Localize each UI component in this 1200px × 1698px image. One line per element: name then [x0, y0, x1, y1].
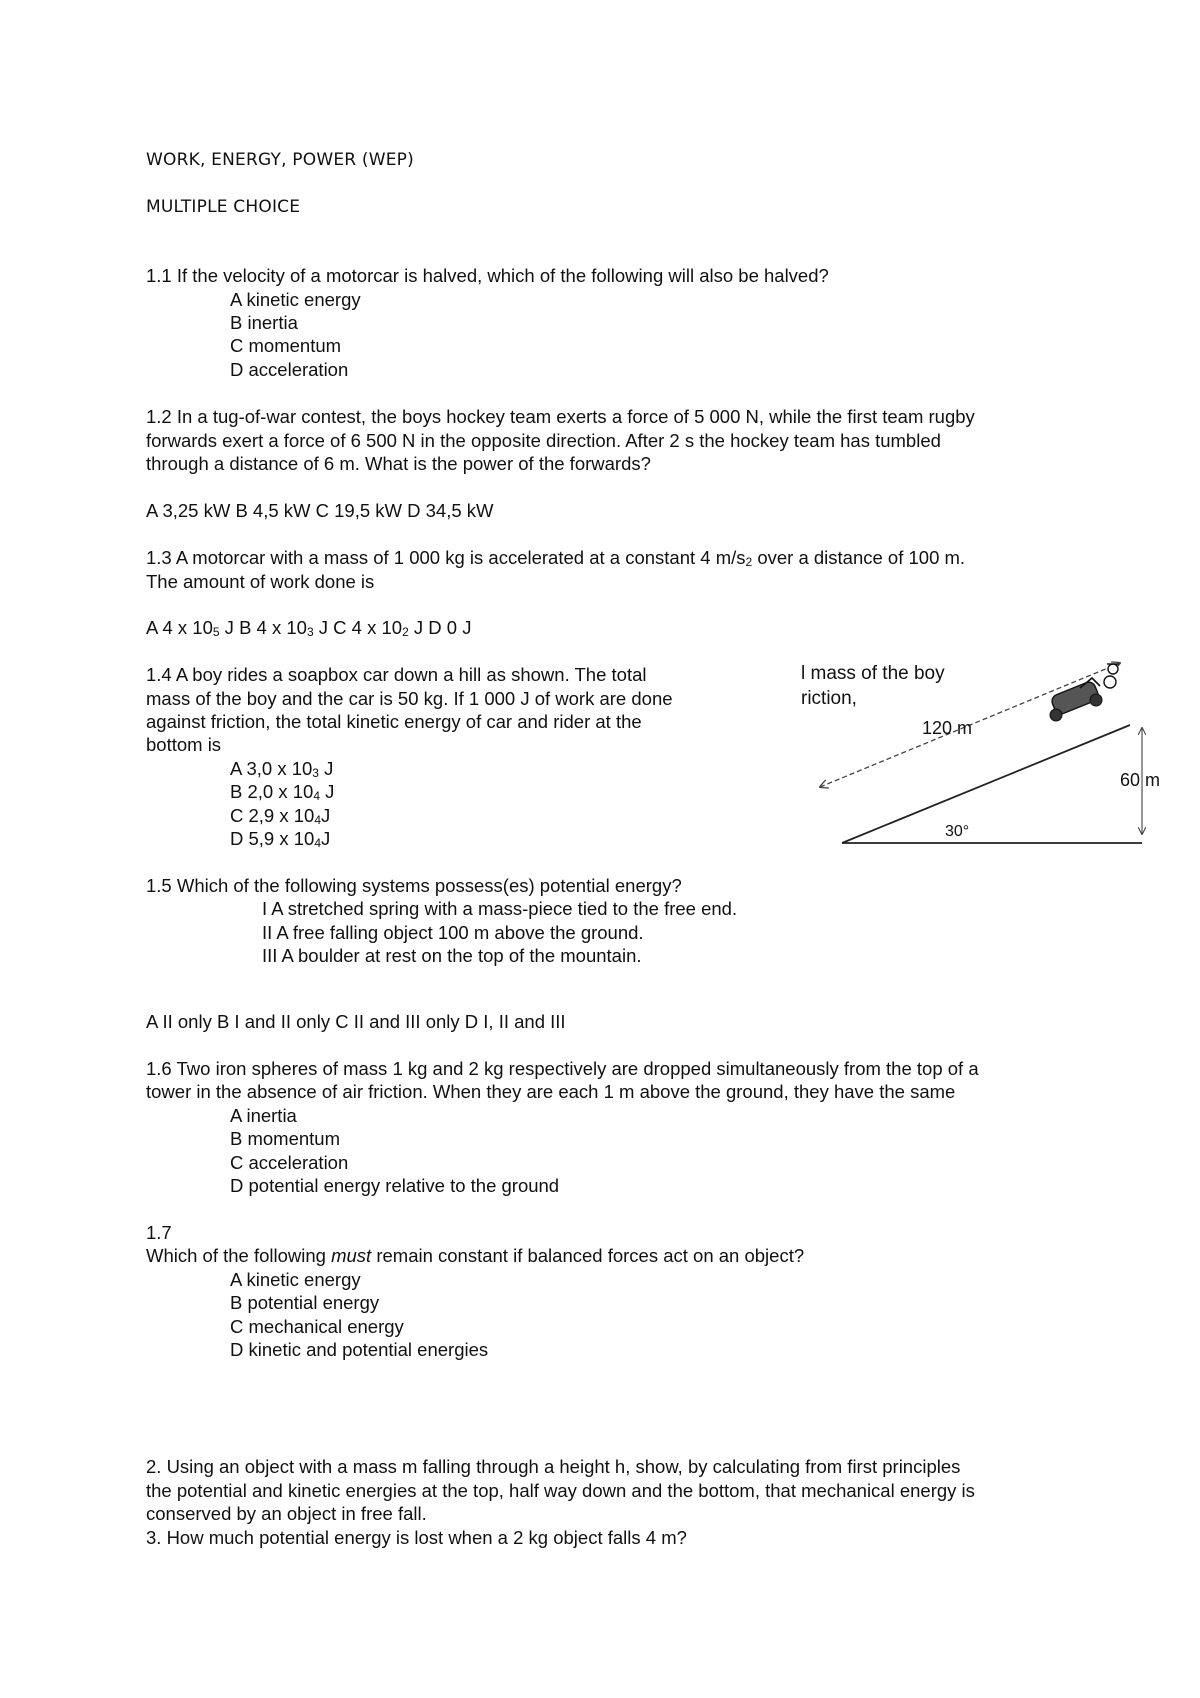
q13-ans-a-pre: A 4 x 10 [146, 617, 213, 638]
question-1-1-stem: 1.1 If the velocity of a motorcar is halved, which of the following will also be halved? [146, 265, 829, 286]
question-1-4-option-a [230, 757, 333, 781]
q13-ans-b-post: J C 4 x 10 [313, 617, 403, 638]
question-1-7-number: 1.7 [146, 1222, 172, 1243]
question-1-1-option-d: D acceleration [230, 359, 349, 380]
figure-caption-line-2: riction, [801, 688, 857, 709]
length-label: 120 m [922, 718, 973, 738]
question-1-6-option-b: B momentum [230, 1128, 341, 1149]
question-1-7-option-c: C mechanical energy [230, 1316, 404, 1337]
question-1-1-option-b: B inertia [230, 312, 298, 333]
q14-a-post: J [318, 758, 334, 779]
question-1-2-line-3: through a distance of 6 m. What is the power of the forwards? [146, 453, 651, 474]
question-1-5-answers: A II only B I and II only C II and III only D I, II and III [146, 1011, 566, 1032]
incline-figure [780, 650, 1180, 860]
angle-label: 30° [945, 823, 970, 840]
worksheet-title: WORK, ENERGY, POWER (WEP) [146, 150, 414, 170]
question-1-5-item-3: III A boulder at rest on the top of the mountain. [262, 945, 642, 966]
question-1-3-answers [146, 616, 471, 640]
incline-diagram [780, 650, 1180, 860]
question-1-6-option-a: A inertia [230, 1105, 297, 1126]
height-label: 60 m [1120, 770, 1161, 790]
q13-ans-a-post: J B 4 x 10 [219, 617, 307, 638]
question-3-text: 3. How much potential energy is lost when a 2 kg object falls 4 m? [146, 1527, 687, 1548]
question-1-7-stem [146, 1244, 804, 1268]
q13-line1-part-a: 1.3 A motorcar with a mass of 1 000 kg is accelerated at a constant 4 m/s [146, 547, 746, 568]
question-1-7-option-b: B potential energy [230, 1292, 380, 1313]
question-1-5-item-1: I A stretched spring with a mass-piece tied to the free end. [262, 898, 738, 919]
question-2-line-3: conserved by an object in free fall. [146, 1503, 427, 1524]
question-1-1-option-a: A kinetic energy [230, 289, 361, 310]
question-1-4-line-4: bottom is [146, 734, 222, 755]
question-1-3-line-2: The amount of work done is [146, 571, 375, 592]
question-2-line-2: the potential and kinetic energies at the top, half way down and the bottom, that mechanical energy is [146, 1480, 975, 1501]
q14-c-post: J [321, 805, 331, 826]
question-1-4-line-2: mass of the boy and the car is 50 kg. If 1 000 J of work are done [146, 688, 673, 709]
q13-ans-c-exp: 2 [402, 625, 409, 639]
question-1-6-line-2: tower in the absence of air friction. When they are each 1 m above the ground, they have the same [146, 1081, 956, 1102]
question-1-4-line-3: against friction, the total kinetic energy of car and rider at the [146, 711, 642, 732]
question-1-4-option-c [230, 804, 330, 828]
q17-stem-emphasis: must [331, 1245, 372, 1266]
section-subtitle: MULTIPLE CHOICE [146, 197, 301, 217]
slope-line [842, 725, 1130, 843]
question-1-2-line-2: forwards exert a force of 6 500 N in the opposite direction. After 2 s the hockey team has tumbled [146, 430, 941, 451]
question-1-1-option-c: C momentum [230, 335, 342, 356]
question-2-line-1: 2. Using an object with a mass m falling through a height h, show, by calculating from first principles [146, 1456, 961, 1477]
q14-b-pre: B 2,0 x 10 [230, 781, 314, 802]
question-1-6-line-1: 1.6 Two iron spheres of mass 1 kg and 2 kg respectively are dropped simultaneously from the top of a [146, 1058, 979, 1079]
question-1-4-option-d [230, 827, 330, 851]
question-1-2-answers: A 3,25 kW B 4,5 kW C 19,5 kW D 34,5 kW [146, 500, 494, 521]
question-1-6-option-c: C acceleration [230, 1152, 349, 1173]
q13-ans-c-post: J D 0 J [408, 617, 472, 638]
q17-stem-post: remain constant if balanced forces act on an object? [371, 1245, 805, 1266]
question-1-2-line-1: 1.2 In a tug-of-war contest, the boys hockey team exerts a force of 5 000 N, while the first team rugby [146, 406, 975, 427]
question-1-5-item-2: II A free falling object 100 m above the ground. [262, 922, 644, 943]
q14-c-exp: 4 [314, 813, 322, 827]
q14-b-post: J [320, 781, 335, 802]
q14-a-exp: 3 [312, 766, 319, 780]
q13-line1-subscript: 2 [745, 555, 753, 569]
q17-stem-pre: Which of the following [146, 1245, 332, 1266]
q13-ans-a-exp: 5 [212, 625, 220, 639]
question-1-5-stem: 1.5 Which of the following systems possess(es) potential energy? [146, 875, 682, 896]
q14-d-pre: D 5,9 x 10 [230, 828, 315, 849]
q14-c-pre: C 2,9 x 10 [230, 805, 315, 826]
soapbox-car-rider-icon [1050, 664, 1119, 721]
q13-line1-part-b: over a distance of 100 m. [752, 547, 966, 568]
question-1-7-option-d: D kinetic and potential energies [230, 1339, 489, 1360]
question-1-4-line-1: 1.4 A boy rides a soapbox car down a hill as shown. The total [146, 664, 647, 685]
q13-ans-b-exp: 3 [306, 625, 314, 639]
q14-d-post: J [321, 828, 331, 849]
q14-d-exp: 4 [314, 836, 322, 850]
question-1-7-option-a: A kinetic energy [230, 1269, 361, 1290]
q14-b-exp: 4 [313, 789, 320, 803]
question-1-3-line-1 [146, 546, 965, 570]
figure-caption-line-1: l mass of the boy [801, 663, 945, 684]
question-1-4-option-b [230, 780, 334, 804]
question-1-6-option-d: D potential energy relative to the ground [230, 1175, 560, 1196]
q14-a-pre: A 3,0 x 10 [230, 758, 313, 779]
